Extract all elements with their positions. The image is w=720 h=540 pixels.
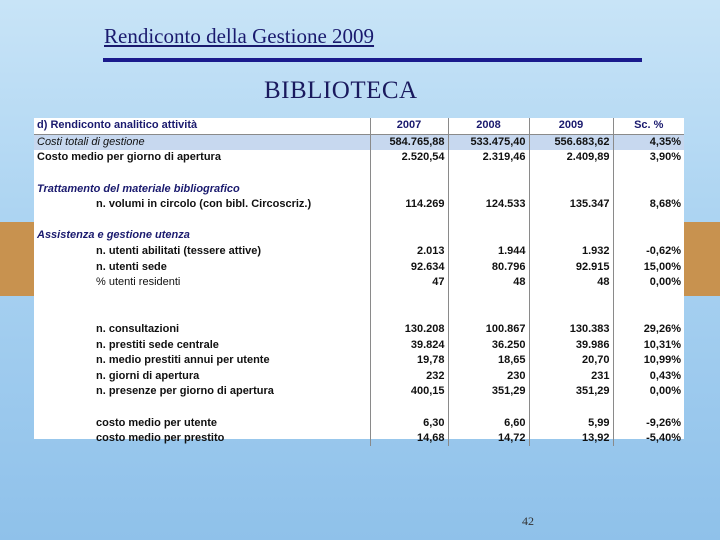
row-value: 48 xyxy=(448,275,529,291)
row-value xyxy=(370,400,448,416)
table-row xyxy=(34,353,684,369)
row-label: Trattamento del materiale bibliografico xyxy=(37,182,240,195)
row-value: 2.013 xyxy=(370,244,448,260)
row-value: 6,60 xyxy=(448,415,529,431)
row-value xyxy=(370,306,448,322)
report-table-container xyxy=(34,118,684,445)
table-row xyxy=(34,213,684,229)
row-value: 114.269 xyxy=(370,197,448,213)
row-value: 232 xyxy=(370,369,448,385)
row-value: 6,30 xyxy=(370,415,448,431)
column-header-4: Sc. % xyxy=(613,118,684,134)
row-value: 14,72 xyxy=(448,431,529,447)
row-value: 13,92 xyxy=(529,431,613,447)
row-value: 8,68% xyxy=(613,197,684,213)
row-value xyxy=(529,291,613,307)
row-value: 1.944 xyxy=(448,244,529,260)
row-value: 130.208 xyxy=(370,322,448,338)
table-row xyxy=(34,275,684,291)
row-value: 2.409,89 xyxy=(529,150,613,166)
column-header-3: 2009 xyxy=(529,118,613,134)
table-row xyxy=(34,150,684,166)
column-header-1: 2007 xyxy=(370,118,448,134)
row-label xyxy=(34,166,370,182)
page-number: 42 xyxy=(522,514,534,528)
row-label xyxy=(34,213,370,229)
row-label: costo medio per utente xyxy=(96,416,218,429)
row-value: 1.932 xyxy=(529,244,613,260)
row-label: n. prestiti sede centrale xyxy=(96,338,219,351)
row-value xyxy=(370,181,448,197)
row-value: 39.986 xyxy=(529,337,613,353)
table-row xyxy=(34,400,684,416)
row-value xyxy=(529,228,613,244)
row-value xyxy=(529,213,613,229)
row-value: 14,68 xyxy=(370,431,448,447)
table-row xyxy=(34,415,684,431)
table-row xyxy=(34,369,684,385)
row-value: 10,99% xyxy=(613,353,684,369)
row-value xyxy=(370,166,448,182)
row-value xyxy=(529,181,613,197)
row-value xyxy=(448,228,529,244)
row-value xyxy=(448,400,529,416)
row-value: 4,35% xyxy=(613,134,684,150)
row-value: 19,78 xyxy=(370,353,448,369)
row-label: costo medio per prestito xyxy=(96,432,225,445)
table-row xyxy=(34,291,684,307)
row-value: 584.765,88 xyxy=(370,134,448,150)
row-value: 92.915 xyxy=(529,259,613,275)
row-value: 0,43% xyxy=(613,369,684,385)
decorative-band-left xyxy=(0,222,34,296)
row-value xyxy=(529,400,613,416)
row-label xyxy=(34,291,370,307)
column-header-2: 2008 xyxy=(448,118,529,134)
row-value: -0,62% xyxy=(613,244,684,260)
row-value: 80.796 xyxy=(448,259,529,275)
row-label: Costi totali di gestione xyxy=(34,134,370,150)
row-value: 5,99 xyxy=(529,415,613,431)
row-label: n. consultazioni xyxy=(96,323,180,336)
row-value xyxy=(613,166,684,182)
row-value xyxy=(448,306,529,322)
row-value: 36.250 xyxy=(448,337,529,353)
row-label: Costo medio per giorno di apertura xyxy=(37,151,221,164)
row-value: 0,00% xyxy=(613,275,684,291)
row-value xyxy=(529,166,613,182)
table-row xyxy=(34,244,684,260)
row-label: n. volumi in circolo (con bibl. Circoscriz.) xyxy=(96,198,312,211)
row-value xyxy=(448,181,529,197)
row-label: n. giorni di apertura xyxy=(96,369,200,382)
row-value: 2.520,54 xyxy=(370,150,448,166)
table-row xyxy=(34,166,684,182)
slide-subtitle: BIBLIOTECA xyxy=(264,77,418,104)
table-row xyxy=(34,337,684,353)
row-value: -5,40% xyxy=(613,431,684,447)
row-value: 48 xyxy=(529,275,613,291)
table-header-row xyxy=(34,118,684,134)
column-header-label: d) Rendiconto analitico attività xyxy=(34,118,370,134)
decorative-band-right xyxy=(684,222,720,296)
row-value: 3,90% xyxy=(613,150,684,166)
row-label xyxy=(34,306,370,322)
row-value: 124.533 xyxy=(448,197,529,213)
row-value: 100.867 xyxy=(448,322,529,338)
row-value: 18,65 xyxy=(448,353,529,369)
row-label: n. medio prestiti annui per utente xyxy=(96,354,270,367)
row-value xyxy=(613,400,684,416)
row-value: 0,00% xyxy=(613,384,684,400)
table-row xyxy=(34,181,684,197)
row-value xyxy=(613,181,684,197)
row-value: 130.383 xyxy=(529,322,613,338)
row-value: -9,26% xyxy=(613,415,684,431)
row-value: 10,31% xyxy=(613,337,684,353)
row-value: 39.824 xyxy=(370,337,448,353)
row-value: 15,00% xyxy=(613,259,684,275)
row-value: 29,26% xyxy=(613,322,684,338)
row-value: 533.475,40 xyxy=(448,134,529,150)
table-row xyxy=(34,228,684,244)
table-row xyxy=(34,384,684,400)
row-value xyxy=(370,213,448,229)
report-table xyxy=(34,118,684,446)
row-value xyxy=(613,306,684,322)
row-label: n. utenti abilitati (tessere attive) xyxy=(96,245,262,258)
row-value xyxy=(370,228,448,244)
title-underline-rule xyxy=(103,58,642,62)
row-value: 351,29 xyxy=(448,384,529,400)
row-value xyxy=(370,291,448,307)
table-row xyxy=(34,306,684,322)
row-label xyxy=(34,400,370,416)
table-row xyxy=(34,322,684,338)
row-value xyxy=(613,213,684,229)
row-value: 20,70 xyxy=(529,353,613,369)
row-value: 135.347 xyxy=(529,197,613,213)
row-label: Assistenza e gestione utenza xyxy=(37,229,190,242)
row-value xyxy=(448,166,529,182)
row-value xyxy=(613,228,684,244)
row-label: n. presenze per giorno di apertura xyxy=(96,385,274,398)
row-value: 230 xyxy=(448,369,529,385)
row-value xyxy=(448,213,529,229)
row-value: 47 xyxy=(370,275,448,291)
row-value: 556.683,62 xyxy=(529,134,613,150)
table-row xyxy=(34,259,684,275)
table-row xyxy=(34,197,684,213)
row-value: 92.634 xyxy=(370,259,448,275)
row-label: % utenti residenti xyxy=(96,276,181,289)
row-label: n. utenti sede xyxy=(96,260,167,273)
row-value xyxy=(613,291,684,307)
table-row xyxy=(34,134,684,150)
table-row xyxy=(34,431,684,447)
row-value xyxy=(529,306,613,322)
slide-title: Rendiconto della Gestione 2009 xyxy=(104,24,375,48)
row-value: 400,15 xyxy=(370,384,448,400)
row-value: 351,29 xyxy=(529,384,613,400)
row-value: 2.319,46 xyxy=(448,150,529,166)
row-value xyxy=(448,291,529,307)
row-value: 231 xyxy=(529,369,613,385)
